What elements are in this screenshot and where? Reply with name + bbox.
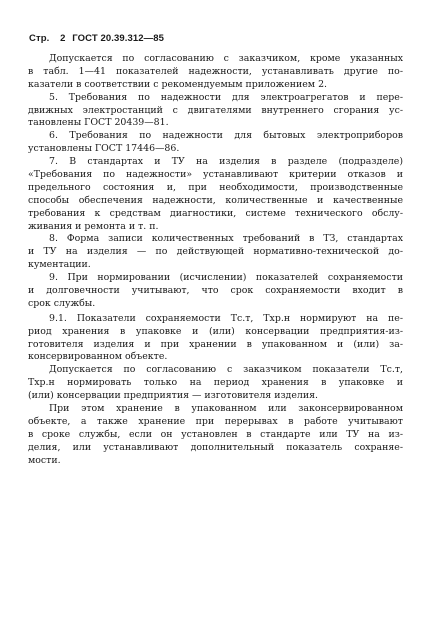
text-line: живания и ремонта и т. п.	[28, 220, 159, 232]
page-header	[29, 33, 164, 44]
text-line: делия, или устанавливают дополнительный показатель сохраняе-	[28, 441, 403, 453]
text-line: «Требования по надежности» устанавливают критерии отказов и	[28, 169, 403, 181]
text-line: способы обеспечения надежности, количественные и качественные	[28, 194, 403, 206]
text-line: предельного состояния и, при необходимости, производственные	[28, 181, 403, 193]
text-line: 7. В стандартах и ТУ на изделия в разделе (подразделе)	[49, 156, 403, 168]
text-line: мости.	[28, 454, 61, 466]
text-line: Допускается по согласованию с заказчиком, кроме указанных	[49, 53, 403, 64]
text-line: установлены ГОСТ 17446—86.	[28, 143, 180, 155]
text-line: в сроке службы, если он установлен в стандарте или ТУ на из-	[28, 428, 403, 440]
page-number: 2	[60, 33, 66, 44]
text-line: Допускается по согласованию с заказчиком показатели Tс.т,	[49, 364, 403, 376]
text-line: тановлены ГОСТ 20439—81.	[28, 117, 169, 129]
text-line: кументации.	[28, 259, 91, 271]
text-line: (или) консервации предприятия — изготовителя изделия.	[28, 390, 318, 402]
text-line: Tхр.н нормировать только на период хранения в упаковке и	[28, 377, 403, 389]
text-line: требования к средствам диагностики, системе технического обслу-	[28, 207, 403, 219]
standard-code: ГОСТ 20.39.312—85	[72, 33, 164, 44]
text-line: риод хранения в упаковке и (или) консервации предприятия-из-	[28, 325, 403, 337]
text-line: 6. Требования по надежности для бытовых электроприборов	[49, 130, 403, 142]
body-text	[28, 53, 403, 468]
page-label: Стр.	[29, 33, 50, 44]
text-line: 8. Форма записи количественных требований в ТЗ, стандартах	[49, 233, 403, 245]
text-line: срок службы.	[28, 297, 96, 309]
text-line: в табл. 1—41 показателей надежности, устанавливать другие по-	[28, 65, 403, 77]
text-line: и долговечности учитывают, что срок сохраняемости входит в	[28, 285, 403, 297]
text-line: 9. При нормировании (исчислении) показателей сохраняемости	[49, 272, 403, 284]
text-line: 5. Требования по надежности для электроагрегатов и пере-	[49, 91, 403, 103]
text-line: готовителя изделия и при хранении в упакованном и (или) за-	[28, 338, 403, 350]
text-line: и ТУ на изделия — по действующей нормативно-технической до-	[28, 246, 403, 258]
text-line: движных электростанций с двигателями внутреннего сгорания ус-	[28, 104, 403, 116]
text-line: При этом хранение в упакованном или законсервированном	[49, 403, 403, 415]
text-line: казатели в соответствии с рекомендуемым приложением 2.	[28, 78, 328, 90]
text-line: 9.1. Показатели сохраняемости Tс.т, Tхр.н нормируют на пе-	[49, 312, 403, 324]
text-line: консервированном объекте.	[28, 351, 168, 363]
text-line: объекте, а также хранение при перерывах в работе учитывают	[28, 415, 403, 427]
